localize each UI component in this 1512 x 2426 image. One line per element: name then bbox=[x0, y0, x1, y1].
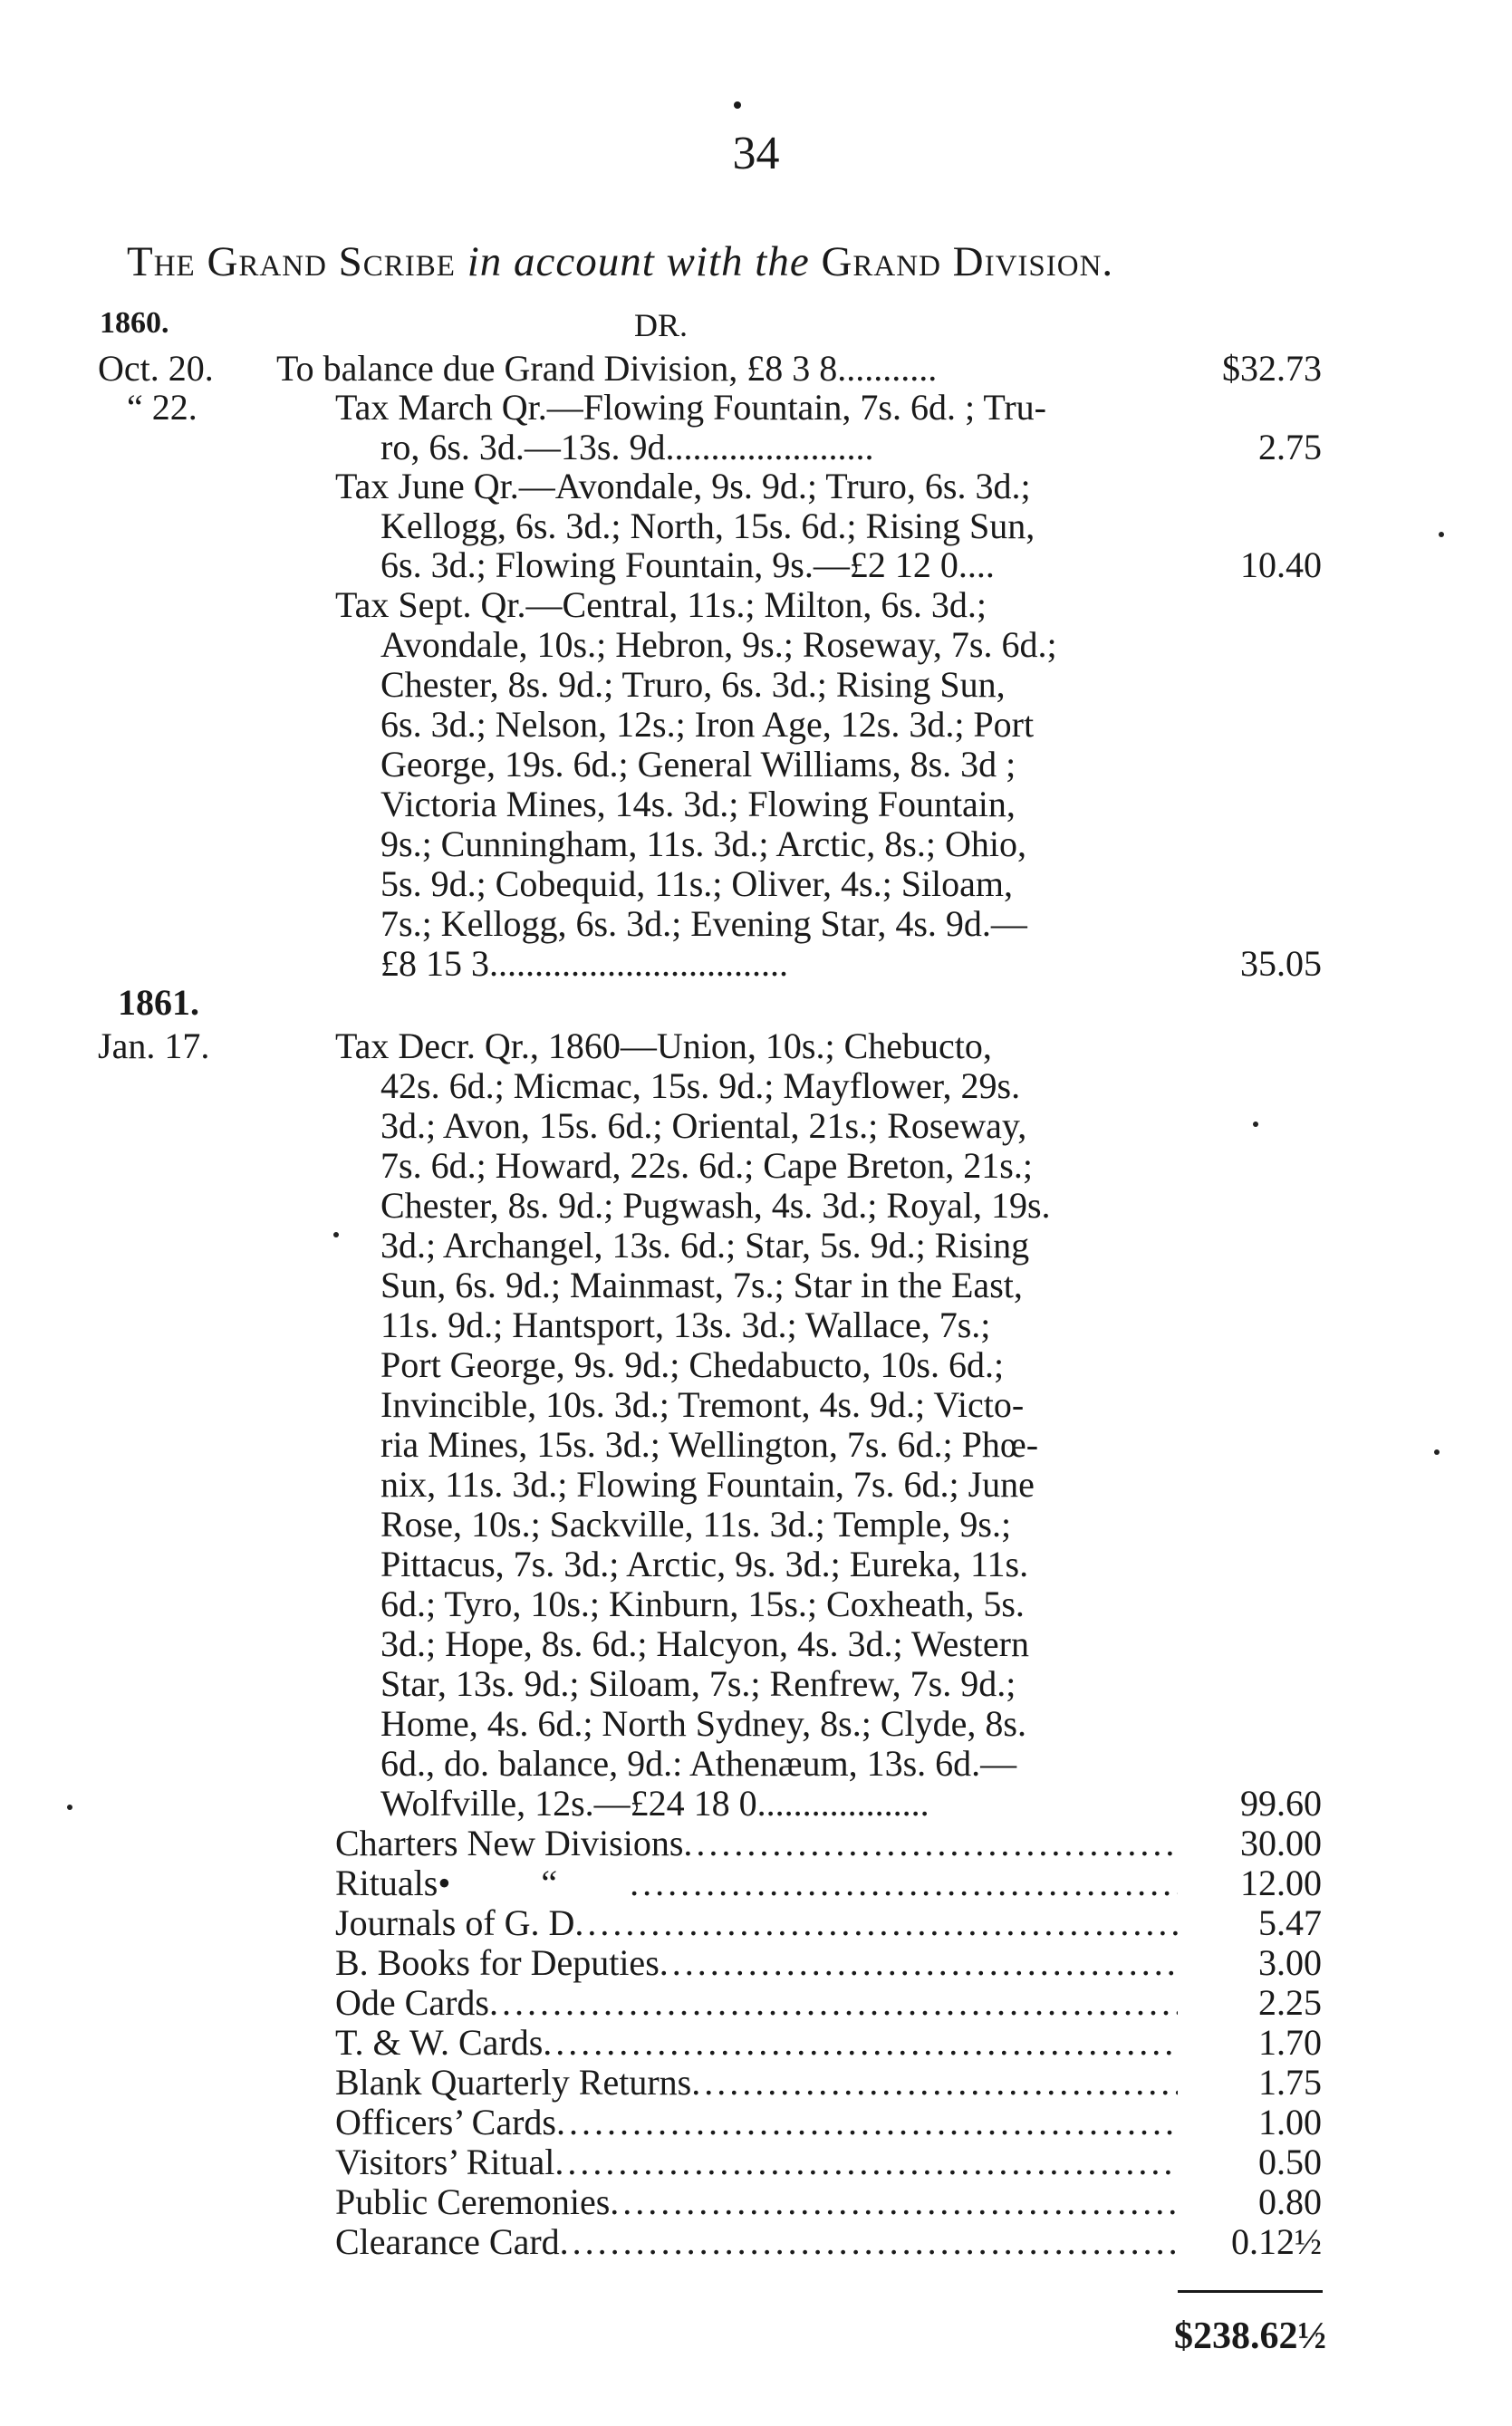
entry-dec-line: 6d., do. balance, 9d.: Athenæum, 13s. 6d.— bbox=[380, 1743, 1017, 1784]
grand-total: $238.62½ bbox=[1174, 2315, 1326, 2357]
item-row bbox=[335, 1903, 1178, 1943]
entry-dec-line: 3d.; Archangel, 13s. 6d.; Star, 5s. 9d.; Rising bbox=[380, 1225, 1030, 1266]
entry-sept-line: George, 19s. 6d.; General Williams, 8s. 3d ; bbox=[380, 744, 1016, 785]
entry-sept-line: 9s.; Cunningham, 11s. 3d.; Arctic, 8s.; Ohio, bbox=[380, 823, 1026, 864]
title-part-3: Grand Division. bbox=[821, 238, 1114, 285]
entry-sept-line: Chester, 8s. 9d.; Truro, 6s. 3d.; Rising Sun, bbox=[380, 664, 1006, 705]
item-label: Charters New Divisions bbox=[335, 1824, 684, 1863]
item-label: Journals of G. D bbox=[335, 1903, 575, 1943]
entry-dec-line: Star, 13s. 9d.; Siloam, 7s.; Renfrew, 7s. 9d.; bbox=[380, 1663, 1016, 1704]
item-label: Ode Cards bbox=[335, 1983, 489, 2023]
print-speck bbox=[333, 1232, 339, 1237]
amount-sept: 35.05 bbox=[1240, 943, 1322, 984]
amount-balance: $32.73 bbox=[1222, 348, 1322, 389]
entry-dec-line: Chester, 8s. 9d.; Pugwash, 4s. 3d.; Royal, 19s. bbox=[380, 1185, 1051, 1226]
entry-sept-line: Victoria Mines, 14s. 3d.; Flowing Fountain, bbox=[380, 784, 1016, 824]
item-amount: 5.47 bbox=[1258, 1902, 1322, 1943]
entry-march-line: ro, 6s. 3d.—13s. 9d....................... bbox=[380, 427, 874, 467]
amount-june: 10.40 bbox=[1240, 544, 1322, 585]
entry-dec-line: 6d.; Tyro, 10s.; Kinburn, 15s.; Coxheath, 5s. bbox=[380, 1584, 1025, 1624]
item-amount: 0.12½ bbox=[1231, 2221, 1322, 2262]
item-row bbox=[335, 2023, 1178, 2063]
entry-june-line: 6s. 3d.; Flowing Fountain, 9s.—£2 12 0.... bbox=[380, 544, 995, 585]
entry-dec-line: Rose, 10s.; Sackville, 11s. 3d.; Temple, 9s.; bbox=[380, 1504, 1012, 1545]
leader-dots bbox=[574, 1903, 1178, 1943]
title-part-2: in account with the bbox=[455, 238, 822, 285]
item-row bbox=[335, 2063, 1178, 2103]
item-row bbox=[335, 2222, 1178, 2262]
leader-dots bbox=[489, 1983, 1178, 2023]
total-rule bbox=[1178, 2290, 1323, 2293]
item-label: Clearance Card bbox=[335, 2222, 560, 2262]
entry-dec-line: Sun, 6s. 9d.; Mainmast, 7s.; Star in the East, bbox=[380, 1265, 1023, 1305]
item-label: T. & W. Cards bbox=[335, 2023, 544, 2063]
item-row bbox=[335, 2182, 1178, 2222]
print-speck bbox=[1439, 532, 1444, 537]
entry-dec-line: Port George, 9s. 9d.; Chedabucto, 10s. 6d.; bbox=[380, 1344, 1005, 1385]
item-label: Officers’ Cards bbox=[335, 2103, 556, 2142]
item-row bbox=[335, 2142, 1178, 2182]
entry-dec-line: Pittacus, 7s. 3d.; Arctic, 9s. 3d.; Eureka, 11s. bbox=[380, 1544, 1029, 1584]
entry-sept-line: Tax Sept. Qr.—Central, 11s.; Milton, 6s. 3d.; bbox=[335, 584, 987, 625]
leader-dots bbox=[610, 2182, 1178, 2222]
amount-dec: 99.60 bbox=[1240, 1783, 1322, 1824]
leader-dots bbox=[660, 1943, 1178, 1983]
entry-sept-line: Avondale, 10s.; Hebron, 9s.; Roseway, 7s. 6d.; bbox=[380, 624, 1057, 665]
entry-dec-line: 3d.; Hope, 8s. 6d.; Halcyon, 4s. 3d.; Western bbox=[380, 1623, 1029, 1664]
leader-dots bbox=[683, 1824, 1178, 1863]
entry-dec-line: Home, 4s. 6d.; North Sydney, 8s.; Clyde, 8s. bbox=[380, 1703, 1026, 1744]
leader-dots bbox=[560, 2222, 1178, 2262]
item-row bbox=[335, 1983, 1178, 2023]
leader-dots bbox=[557, 1863, 1178, 1903]
entry-sept-line: 7s.; Kellogg, 6s. 3d.; Evening Star, 4s. 9d.— bbox=[380, 903, 1027, 944]
entry-june-line: Tax June Qr.—Avondale, 9s. 9d.; Truro, 6s. 3d.; bbox=[335, 466, 1031, 506]
item-amount: 1.00 bbox=[1258, 2102, 1322, 2142]
entry-dec-line: nix, 11s. 3d.; Flowing Fountain, 7s. 6d.; June bbox=[380, 1464, 1035, 1505]
item-amount: 30.00 bbox=[1240, 1823, 1322, 1863]
item-amount: 0.80 bbox=[1258, 2181, 1322, 2222]
print-speck bbox=[67, 1805, 72, 1810]
entry-sept-line: £8 15 3................................. bbox=[380, 943, 788, 984]
item-row bbox=[335, 1824, 1178, 1863]
item-amount: 12.00 bbox=[1240, 1863, 1322, 1903]
entry-dec-line: Wolfville, 12s.—£24 18 0................... bbox=[380, 1783, 929, 1824]
item-row bbox=[335, 1943, 1178, 1983]
entry-dec-line: 11s. 9d.; Hantsport, 13s. 3d.; Wallace, 7s.; bbox=[380, 1304, 991, 1345]
debit-heading: DR. bbox=[634, 307, 689, 343]
amount-march: 2.75 bbox=[1258, 427, 1322, 467]
year-heading-1861: 1861. bbox=[118, 982, 199, 1023]
item-label: B. Books for Deputies bbox=[335, 1943, 660, 1983]
entry-march-line: Tax March Qr.—Flowing Fountain, 7s. 6d. ; Tru- bbox=[335, 387, 1046, 428]
date-oct-20: Oct. 20. bbox=[98, 348, 214, 389]
entry-dec-line: Tax Decr. Qr., 1860—Union, 10s.; Chebucto, bbox=[335, 1025, 992, 1066]
item-amount: 0.50 bbox=[1258, 2142, 1322, 2182]
year-heading-1860: 1860. bbox=[100, 306, 169, 340]
entry-dec-line: 42s. 6d.; Micmac, 15s. 9d.; Mayflower, 29s. bbox=[380, 1065, 1021, 1106]
item-amount: 3.00 bbox=[1258, 1942, 1322, 1983]
item-amount: 1.75 bbox=[1258, 2062, 1322, 2103]
item-label: Visitors’ Ritual bbox=[335, 2142, 555, 2182]
entry-june-line: Kellogg, 6s. 3d.; North, 15s. 6d.; Rising Sun, bbox=[380, 505, 1035, 546]
entry-balance: To balance due Grand Division, £8 3 8........... bbox=[276, 348, 938, 389]
item-row bbox=[335, 1863, 1178, 1903]
date-ditto-22: “ 22. bbox=[127, 387, 197, 428]
item-amount: 2.25 bbox=[1258, 1982, 1322, 2023]
item-label: Rituals• “ bbox=[335, 1863, 558, 1903]
leader-dots bbox=[691, 2063, 1178, 2103]
entry-sept-line: 5s. 9d.; Cobequid, 11s.; Oliver, 4s.; Siloam, bbox=[380, 863, 1014, 904]
item-label: Public Ceremonies bbox=[335, 2182, 611, 2222]
print-speck bbox=[1253, 1122, 1258, 1127]
entry-dec-line: 7s. 6d.; Howard, 22s. 6d.; Cape Breton, 21s.; bbox=[380, 1145, 1033, 1186]
leader-dots bbox=[554, 2142, 1178, 2182]
entry-dec-line: 3d.; Avon, 15s. 6d.; Oriental, 21s.; Roseway, bbox=[380, 1105, 1027, 1146]
leader-dots bbox=[556, 2103, 1178, 2142]
item-row bbox=[335, 2103, 1178, 2142]
title-part-1: The Grand Scribe bbox=[127, 238, 456, 285]
date-jan-17: Jan. 17. bbox=[98, 1025, 210, 1066]
page-number: 34 bbox=[732, 128, 780, 179]
entry-sept-line: 6s. 3d.; Nelson, 12s.; Iron Age, 12s. 3d.; Port bbox=[380, 704, 1035, 745]
print-speck bbox=[1434, 1449, 1440, 1455]
item-label: Blank Quarterly Returns bbox=[335, 2063, 692, 2103]
entry-dec-line: Invincible, 10s. 3d.; Tremont, 4s. 9d.; Victo- bbox=[380, 1384, 1025, 1425]
entry-dec-line: ria Mines, 15s. 3d.; Wellington, 7s. 6d.; Phœ- bbox=[380, 1424, 1039, 1465]
item-amount: 1.70 bbox=[1258, 2022, 1322, 2063]
leader-dots bbox=[543, 2023, 1178, 2063]
